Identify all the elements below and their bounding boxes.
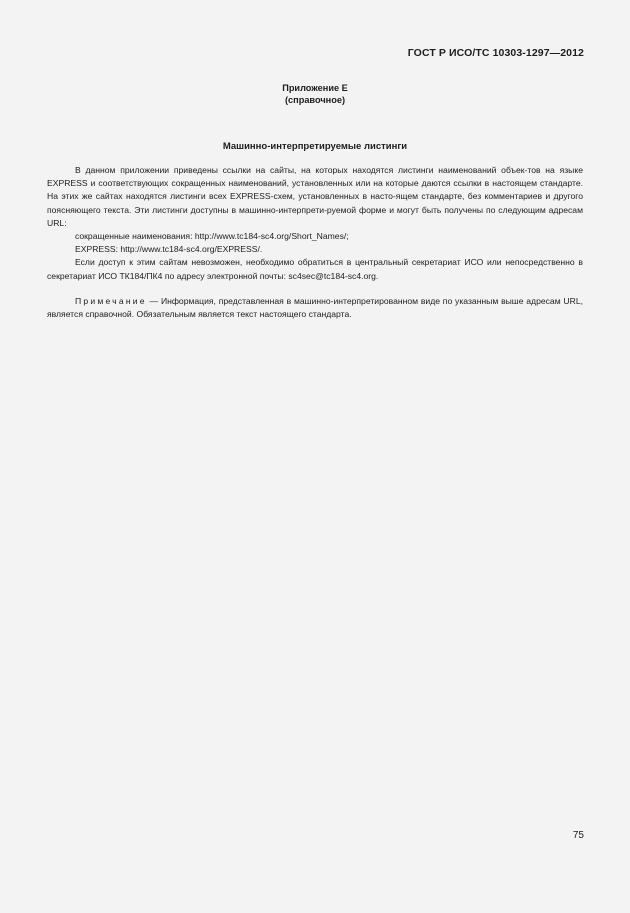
- note-text: — Информация, представленная в машинно-интерпретированном виде по указанным выше адресам URL, является справочной. Обязательным является текст настоящего стандарта.: [47, 295, 583, 320]
- paragraph-contact: Если доступ к этим сайтам невозможен, необходимо обратиться в центральный секретариат ИСО или непосредственно в секретариат ИСО ТК184/ПК4 по адресу электронной почты: sc4sec@tc184-sc4.org.: [47, 257, 583, 281]
- note: [47, 295, 583, 321]
- document-code: ГОСТ Р ИСО/ТС 10303-1297—2012: [407, 47, 584, 59]
- note-label: Примечание: [75, 295, 147, 306]
- annex-subtitle: (справочное): [284, 95, 345, 105]
- document-body: [47, 164, 583, 321]
- page-number: 75: [572, 830, 584, 841]
- annex-heading: [0, 82, 630, 106]
- section-title: Машинно-интерпретируемые листинги: [222, 141, 408, 152]
- annex-title: Приложение Е: [282, 83, 348, 93]
- url-express: EXPRESS: http://www.tc184-sc4.org/EXPRESS/.: [75, 244, 263, 255]
- url-short-names: сокращенные наименования: http://www.tc184-sc4.org/Short_Names/;: [75, 231, 349, 242]
- paragraph-intro: В данном приложении приведены ссылки на сайты, на которых находятся листинги наименований объек-тов на языке EXPRESS и соответствующих сокращенных наименований, установленных или на которые даются ссылки в настоящем стандарте. На этих же сайтах находятся листинги всех EXPRESS-схем, установленных в насто-ящем стандарте, без комментариев и другого поясняющего текста. Эти листинги доступны в машинно-интерпрети-руемой форме и могут быть получены по следующим адресам URL:: [47, 165, 583, 228]
